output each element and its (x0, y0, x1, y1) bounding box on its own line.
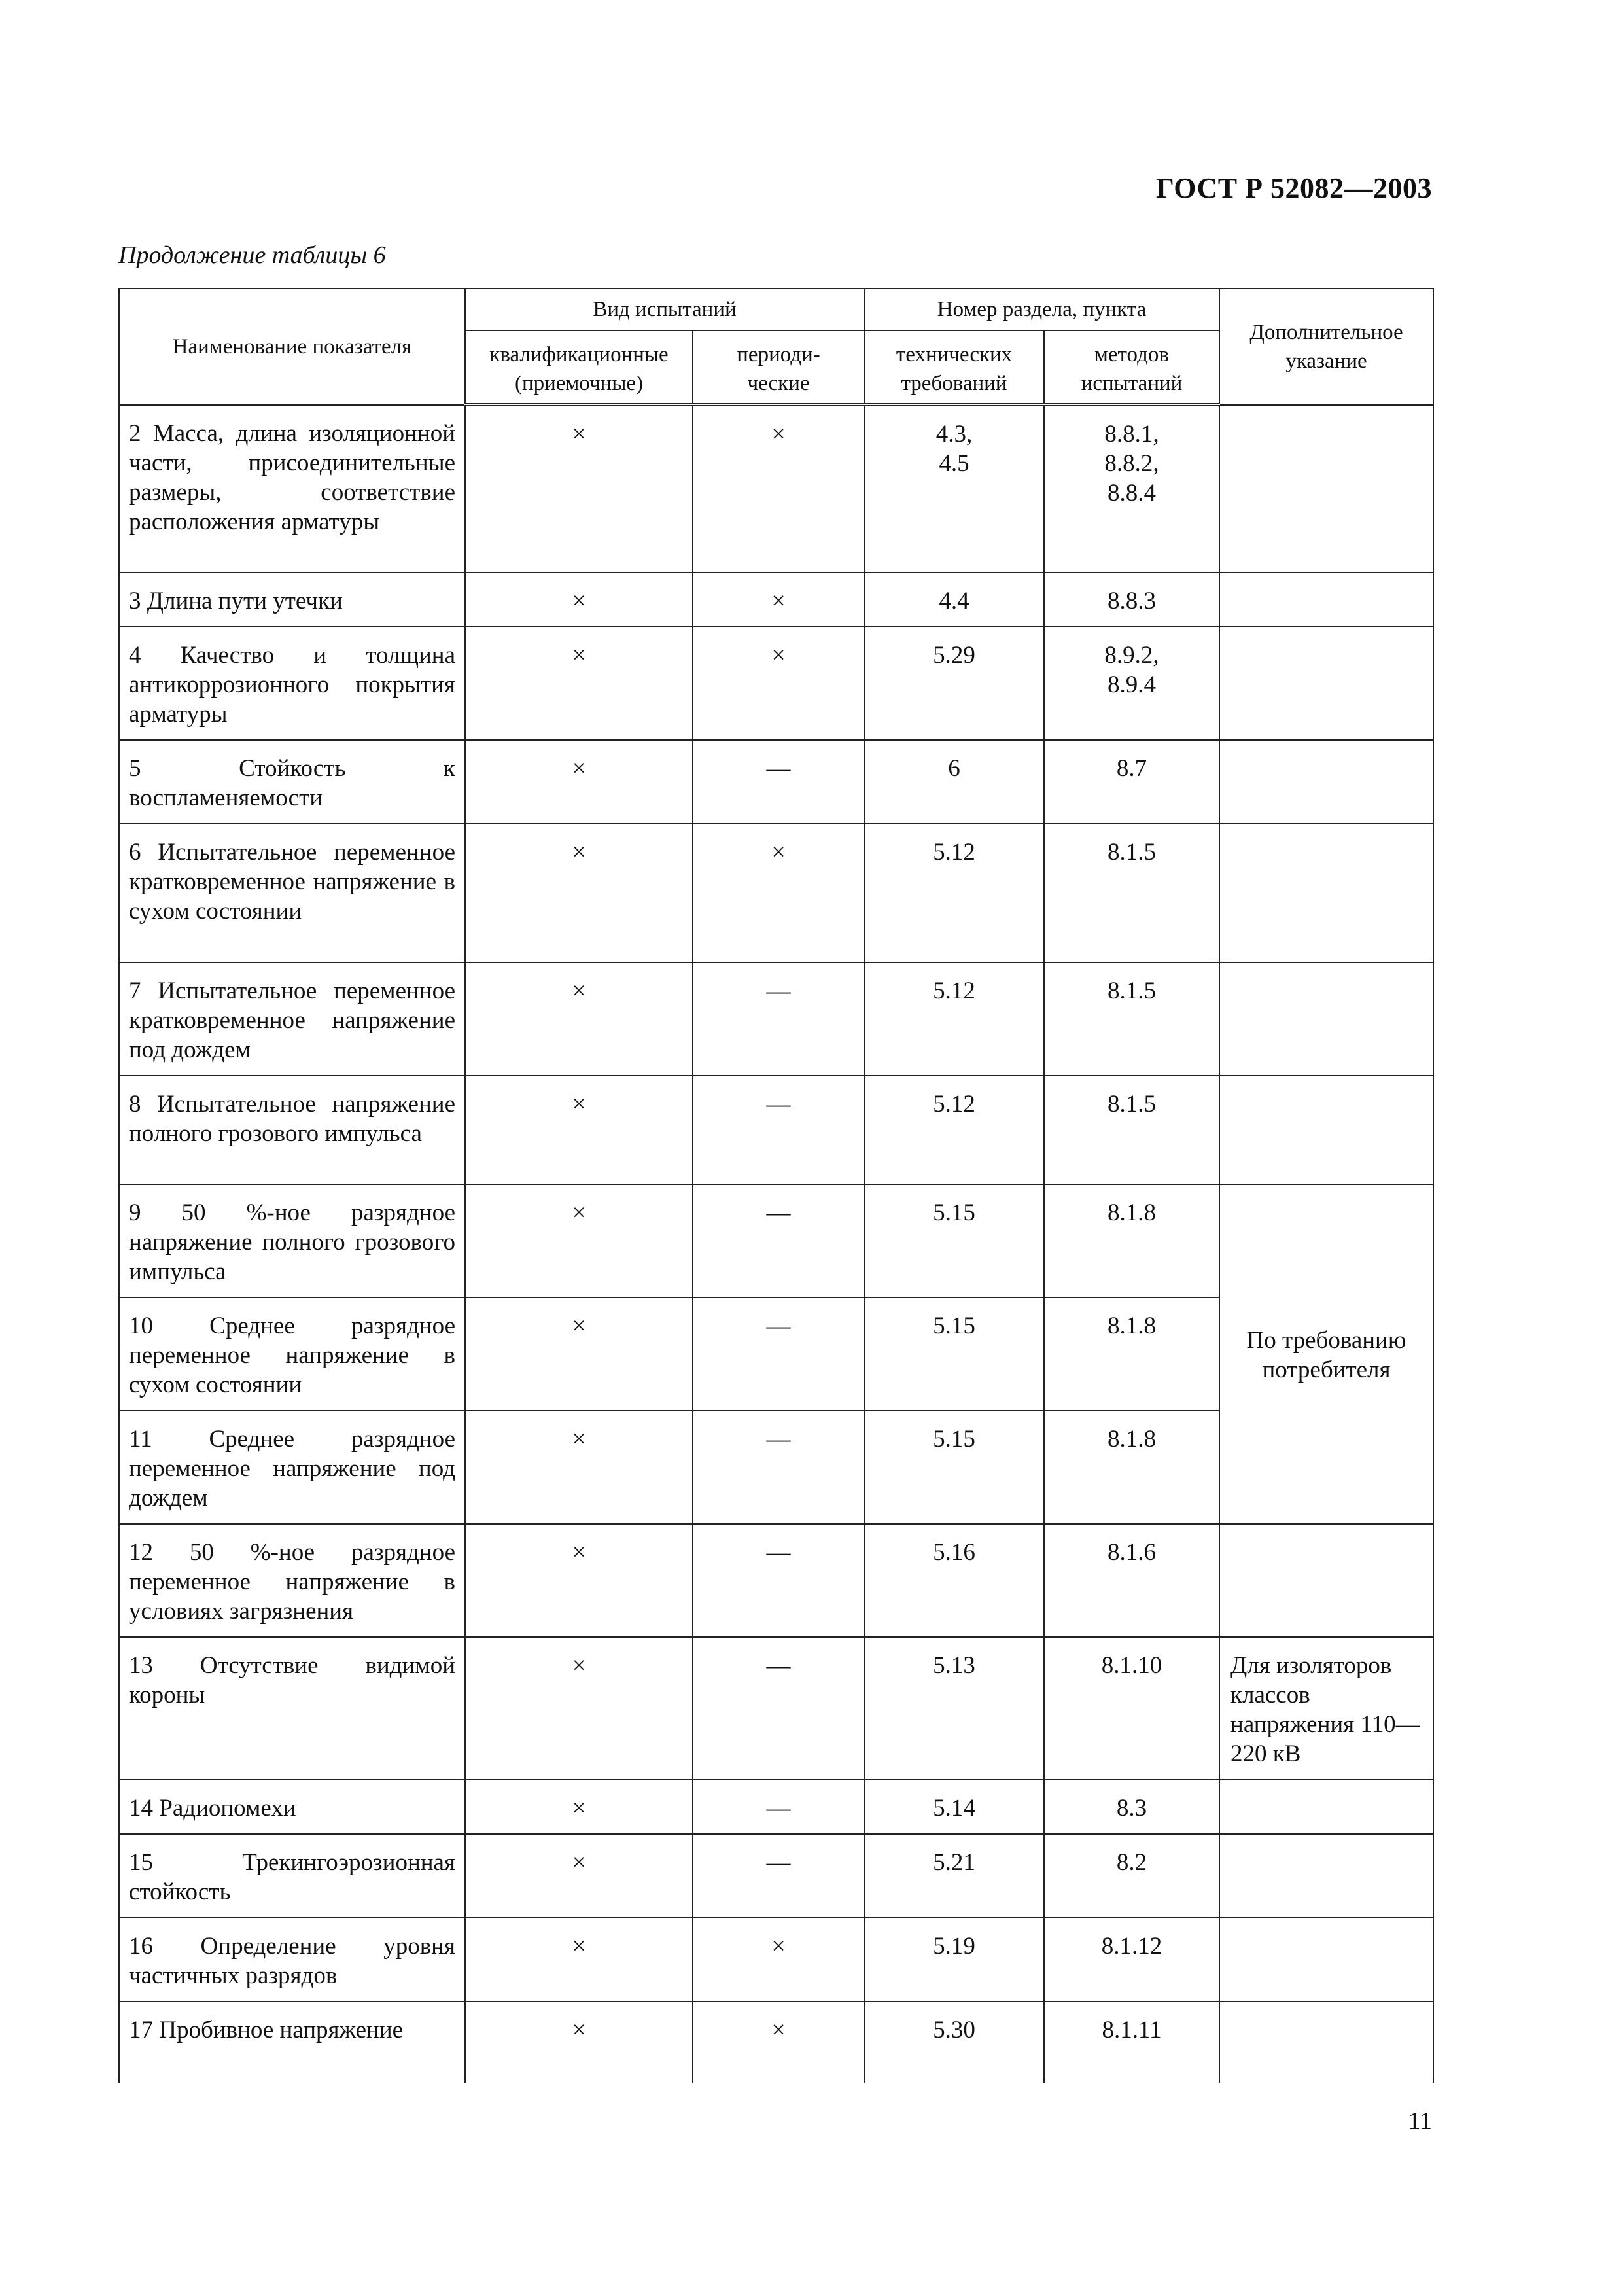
table-row (119, 963, 1433, 1076)
row-periodic: — (693, 963, 864, 1076)
row-test-method: 8.1.12 (1044, 1918, 1219, 2002)
row-note (1219, 627, 1433, 740)
row-qualification: × (465, 1076, 693, 1184)
row-test-method: 8.1.5 (1044, 1076, 1219, 1184)
table-row (119, 1918, 1433, 2002)
table-row (119, 1524, 1433, 1637)
row-name: 9 50 %-ное разрядное напряжение полного грозового импульса (119, 1184, 465, 1298)
row-tech-req: 4.3, 4.5 (864, 405, 1044, 573)
row-note (1219, 740, 1433, 824)
table-row (119, 627, 1433, 740)
row-test-method: 8.1.6 (1044, 1524, 1219, 1637)
row-name: 12 50 %-ное разрядное переменное напряжение в условиях загрязнения (119, 1524, 465, 1637)
header-tech-req: технических требований (864, 330, 1044, 405)
row-tech-req: 5.30 (864, 2002, 1044, 2083)
row-name: 14 Радиопомехи (119, 1780, 465, 1834)
row-qualification: × (465, 1834, 693, 1918)
header-section-number: Номер раздела, пункта (864, 289, 1219, 330)
row-tech-req: 4.4 (864, 573, 1044, 627)
row-periodic: — (693, 1184, 864, 1298)
row-test-method: 8.9.2, 8.9.4 (1044, 627, 1219, 740)
row-qualification: × (465, 1524, 693, 1637)
row-qualification: × (465, 405, 693, 573)
document-code: ГОСТ Р 52082—2003 (1155, 172, 1432, 204)
row-qualification: × (465, 627, 693, 740)
row-note (1219, 573, 1433, 627)
row-name: 10 Среднее разрядное переменное напряжение в сухом состоянии (119, 1298, 465, 1411)
header-additional: Дополнительное указание (1219, 289, 1433, 405)
table-row (119, 1780, 1433, 1834)
row-name: 5 Стойкость к воспламеняемости (119, 740, 465, 824)
row-tech-req: 6 (864, 740, 1044, 824)
row-name: 3 Длина пути утечки (119, 573, 465, 627)
table-row (119, 2002, 1433, 2083)
row-tech-req: 5.13 (864, 1637, 1044, 1780)
row-note (1219, 1834, 1433, 1918)
row-tech-req: 5.14 (864, 1780, 1044, 1834)
table-row (119, 405, 1433, 573)
row-periodic: — (693, 1524, 864, 1637)
row-tech-req: 5.15 (864, 1184, 1044, 1298)
row-qualification: × (465, 824, 693, 963)
row-name: 2 Масса, длина изоляционной части, присоединительные размеры, соответствие расположения арматуры (119, 405, 465, 573)
row-tech-req: 5.15 (864, 1411, 1044, 1524)
row-periodic: — (693, 1411, 864, 1524)
row-periodic: × (693, 824, 864, 963)
table-row (119, 1184, 1433, 1298)
table-row (119, 1076, 1433, 1184)
row-tech-req: 5.12 (864, 1076, 1044, 1184)
row-periodic: — (693, 1780, 864, 1834)
row-tech-req: 5.29 (864, 627, 1044, 740)
row-tech-req: 5.15 (864, 1298, 1044, 1411)
row-test-method: 8.8.1, 8.8.2, 8.8.4 (1044, 405, 1219, 573)
row-name: 7 Испытательное переменное кратковременное напряжение под дождем (119, 963, 465, 1076)
row-note (1219, 1076, 1433, 1184)
row-tech-req: 5.19 (864, 1918, 1044, 2002)
row-note (1219, 824, 1433, 963)
row-name: 11 Среднее разрядное переменное напряжение под дождем (119, 1411, 465, 1524)
row-qualification: × (465, 740, 693, 824)
row-tech-req: 5.21 (864, 1834, 1044, 1918)
row-name: 6 Испытательное переменное кратковременное напряжение в сухом состоянии (119, 824, 465, 963)
header-periodic: периоди- ческие (693, 330, 864, 405)
row-qualification: × (465, 1637, 693, 1780)
row-name: 17 Пробивное напряжение (119, 2002, 465, 2083)
header-test-methods: методов испытаний (1044, 330, 1219, 405)
row-periodic: — (693, 1637, 864, 1780)
row-note (1219, 405, 1433, 573)
row-periodic: — (693, 740, 864, 824)
tests-table (118, 288, 1434, 2083)
row-test-method: 8.7 (1044, 740, 1219, 824)
row-qualification: × (465, 1298, 693, 1411)
row-periodic: × (693, 2002, 864, 2083)
row-name: 4 Качество и толщина антикоррозионного покрытия арматуры (119, 627, 465, 740)
table-row (119, 1834, 1433, 1918)
row-test-method: 8.1.8 (1044, 1298, 1219, 1411)
table-row (119, 824, 1433, 963)
row-test-method: 8.1.5 (1044, 963, 1219, 1076)
row-qualification: × (465, 573, 693, 627)
row-note-merged: По требованию потребителя (1219, 1184, 1433, 1524)
row-qualification: × (465, 2002, 693, 2083)
row-name: 13 Отсутствие видимой короны (119, 1637, 465, 1780)
table-row (119, 573, 1433, 627)
header-qualification: квалификационные (приемочные) (465, 330, 693, 405)
row-note (1219, 1918, 1433, 2002)
row-qualification: × (465, 1918, 693, 2002)
header-test-type: Вид испытаний (465, 289, 864, 330)
row-periodic: × (693, 1918, 864, 2002)
row-note (1219, 1524, 1433, 1637)
row-test-method: 8.3 (1044, 1780, 1219, 1834)
row-qualification: × (465, 1411, 693, 1524)
row-note (1219, 963, 1433, 1076)
row-test-method: 8.1.8 (1044, 1411, 1219, 1524)
row-periodic: × (693, 573, 864, 627)
table-caption: Продолжение таблицы 6 (118, 241, 386, 269)
row-periodic: — (693, 1834, 864, 1918)
row-test-method: 8.2 (1044, 1834, 1219, 1918)
table-row (119, 1637, 1433, 1780)
row-name: 8 Испытательное напряжение полного грозового импульса (119, 1076, 465, 1184)
table-row (119, 740, 1433, 824)
row-qualification: × (465, 1780, 693, 1834)
row-note: Для изоляторов классов напряжения 110— 220 кВ (1219, 1637, 1433, 1780)
row-qualification: × (465, 963, 693, 1076)
row-periodic: — (693, 1298, 864, 1411)
row-test-method: 8.1.8 (1044, 1184, 1219, 1298)
row-test-method: 8.8.3 (1044, 573, 1219, 627)
row-test-method: 8.1.11 (1044, 2002, 1219, 2083)
page-number: 11 (1408, 2108, 1432, 2135)
row-tech-req: 5.12 (864, 963, 1044, 1076)
row-note (1219, 1780, 1433, 1834)
row-test-method: 8.1.5 (1044, 824, 1219, 963)
row-test-method: 8.1.10 (1044, 1637, 1219, 1780)
row-periodic: — (693, 1076, 864, 1184)
row-note (1219, 2002, 1433, 2083)
row-name: 16 Определение уровня частичных разрядов (119, 1918, 465, 2002)
row-tech-req: 5.12 (864, 824, 1044, 963)
row-qualification: × (465, 1184, 693, 1298)
row-periodic: × (693, 627, 864, 740)
row-name: 15 Трекингоэрозионная стойкость (119, 1834, 465, 1918)
header-name: Наименование показателя (119, 289, 465, 405)
row-tech-req: 5.16 (864, 1524, 1044, 1637)
row-periodic: × (693, 405, 864, 573)
